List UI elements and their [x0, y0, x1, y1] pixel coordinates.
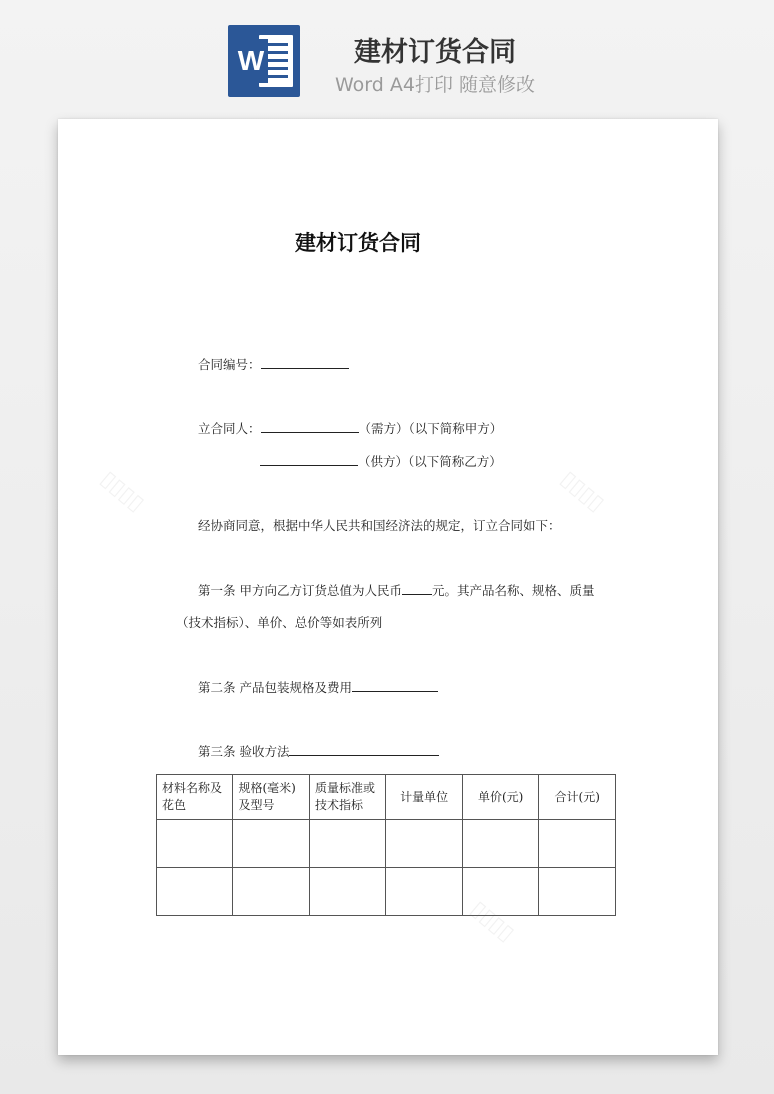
party-a-line	[198, 419, 502, 437]
table-row	[157, 868, 616, 916]
table-header-cell: 单价(元)	[462, 775, 539, 820]
contract-number-blank[interactable]	[261, 356, 349, 369]
party-label: 立合同人：	[198, 421, 261, 436]
table-cell[interactable]	[233, 868, 310, 916]
watermark: ▯▯▯▯	[95, 466, 149, 517]
table-row	[157, 820, 616, 868]
watermark: ▯▯▯▯	[555, 466, 609, 517]
word-icon	[228, 25, 300, 97]
table-cell[interactable]	[462, 820, 539, 868]
article-3-text: 第三条 验收方法	[198, 744, 290, 759]
table-cell[interactable]	[157, 868, 233, 916]
table-header-cell: 规格(毫米)及型号	[233, 775, 310, 820]
table-cell[interactable]	[157, 820, 233, 868]
article-1-text: 第一条 甲方向乙方订货总值为人民币	[198, 583, 402, 598]
document-title: 建材订货合同	[295, 231, 421, 255]
table-header-cell: 计量单位	[386, 775, 462, 820]
table-cell[interactable]	[233, 820, 310, 868]
article-1-line-2: （技术指标）、单价、总价等如表所列	[176, 615, 383, 630]
contract-number-label: 合同编号：	[198, 357, 261, 372]
party-b-suffix: （供方）（以下简称乙方）	[358, 454, 502, 469]
article-2-text: 第二条 产品包装规格及费用	[198, 680, 352, 695]
party-a-suffix: （需方）（以下简称甲方）	[358, 421, 503, 436]
banner-subtitle: Word A4打印 随意修改	[334, 74, 535, 96]
table-cell[interactable]	[386, 820, 462, 868]
watermark: ▯▯▯▯	[465, 896, 519, 947]
table-cell[interactable]	[462, 868, 539, 916]
article-1-amount-blank[interactable]	[402, 582, 432, 595]
table-cell[interactable]	[309, 820, 385, 868]
word-icon-letter: W	[234, 39, 268, 83]
table-cell[interactable]	[539, 868, 616, 916]
table-header-cell: 质量标准或技术指标	[309, 775, 385, 820]
article-3-line	[198, 742, 439, 760]
table-header-cell: 合计(元)	[539, 775, 616, 820]
document-page	[58, 119, 718, 1055]
table-header-cell: 材料名称及花色	[157, 775, 233, 820]
table-cell[interactable]	[386, 868, 462, 916]
party-b-line	[260, 452, 502, 470]
article-1-line-1	[198, 581, 595, 599]
table-cell[interactable]	[309, 868, 385, 916]
preview-banner	[0, 0, 774, 110]
banner-title: 建材订货合同	[354, 37, 516, 68]
party-a-blank[interactable]	[261, 420, 359, 433]
contract-number-line	[198, 355, 349, 373]
party-b-blank[interactable]	[260, 453, 358, 466]
table-header-row	[157, 775, 616, 820]
preamble: 经协商同意，根据中华人民共和国经济法的规定，订立合同如下：	[198, 518, 561, 533]
article-2-line	[198, 678, 438, 696]
materials-table	[156, 774, 616, 916]
table-cell[interactable]	[539, 820, 616, 868]
article-2-blank[interactable]	[352, 679, 438, 692]
article-3-blank[interactable]	[289, 743, 439, 756]
article-1-text-cont: 元。其产品名称、规格、质量	[431, 583, 595, 598]
